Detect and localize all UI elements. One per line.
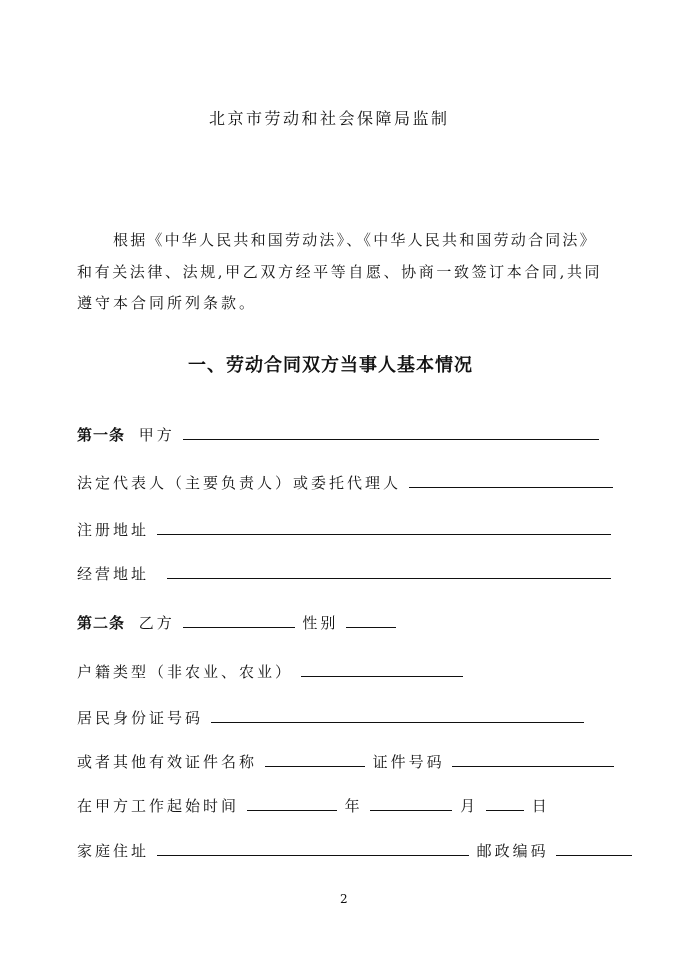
intro-line-2: 和有关法律、法规,甲乙双方经平等自愿、协商一致签订本合同,共同 bbox=[77, 263, 603, 281]
postcode-label: 邮政编码 bbox=[476, 842, 549, 860]
month-label: 月 bbox=[460, 797, 479, 815]
document-header: 北京市劳动和社会保障局监制 bbox=[209, 109, 450, 128]
article1-label: 第一条 bbox=[77, 426, 126, 444]
id-number-label: 居民身份证号码 bbox=[77, 709, 204, 727]
postcode-field[interactable] bbox=[556, 840, 632, 856]
party-a-field[interactable] bbox=[183, 424, 599, 440]
home-address-row bbox=[77, 840, 632, 861]
start-month-field[interactable] bbox=[370, 795, 452, 811]
party-b-label: 乙方 bbox=[138, 614, 175, 632]
other-id-row bbox=[77, 751, 614, 772]
article2-label: 第二条 bbox=[77, 614, 126, 632]
intro-line-3: 遵守本合同所列条款。 bbox=[77, 294, 258, 312]
start-day-field[interactable] bbox=[486, 795, 524, 811]
reg-address-label: 注册地址 bbox=[77, 521, 150, 539]
legal-rep-field[interactable] bbox=[409, 472, 613, 488]
id-no-field[interactable] bbox=[452, 751, 614, 767]
start-time-row bbox=[77, 795, 550, 816]
legal-rep-row bbox=[77, 472, 613, 493]
page-number: 2 bbox=[340, 892, 348, 906]
gender-label: 性别 bbox=[302, 614, 339, 632]
id-no-label: 证件号码 bbox=[372, 753, 445, 771]
biz-address-label: 经营地址 bbox=[77, 565, 150, 583]
reg-address-row bbox=[77, 519, 611, 540]
article2-party-b-row bbox=[77, 612, 396, 633]
hukou-label: 户籍类型（非农业、农业） bbox=[77, 663, 294, 681]
id-number-field[interactable] bbox=[211, 707, 584, 723]
id-number-row bbox=[77, 707, 584, 728]
home-address-field[interactable] bbox=[157, 840, 469, 856]
biz-address-row bbox=[77, 563, 611, 584]
start-year-field[interactable] bbox=[247, 795, 337, 811]
home-address-label: 家庭住址 bbox=[77, 842, 150, 860]
hukou-field[interactable] bbox=[301, 661, 463, 677]
intro-line-1: 根据《中华人民共和国劳动法》、《中华人民共和国劳动合同法》 bbox=[113, 231, 597, 249]
start-time-label: 在甲方工作起始时间 bbox=[77, 797, 240, 815]
reg-address-field[interactable] bbox=[157, 519, 611, 535]
section-title: 一、劳动合同双方当事人基本情况 bbox=[188, 355, 473, 376]
party-b-field[interactable] bbox=[183, 612, 295, 628]
article1-party-a-row bbox=[77, 424, 599, 445]
other-id-name-field[interactable] bbox=[265, 751, 365, 767]
hukou-row bbox=[77, 661, 463, 682]
day-label: 日 bbox=[531, 797, 550, 815]
other-id-name-label: 或者其他有效证件名称 bbox=[77, 753, 258, 771]
biz-address-field[interactable] bbox=[167, 563, 611, 579]
legal-rep-label: 法定代表人（主要负责人）或委托代理人 bbox=[77, 474, 402, 492]
year-label: 年 bbox=[344, 797, 363, 815]
gender-field[interactable] bbox=[346, 612, 396, 628]
party-a-label: 甲方 bbox=[138, 426, 175, 444]
